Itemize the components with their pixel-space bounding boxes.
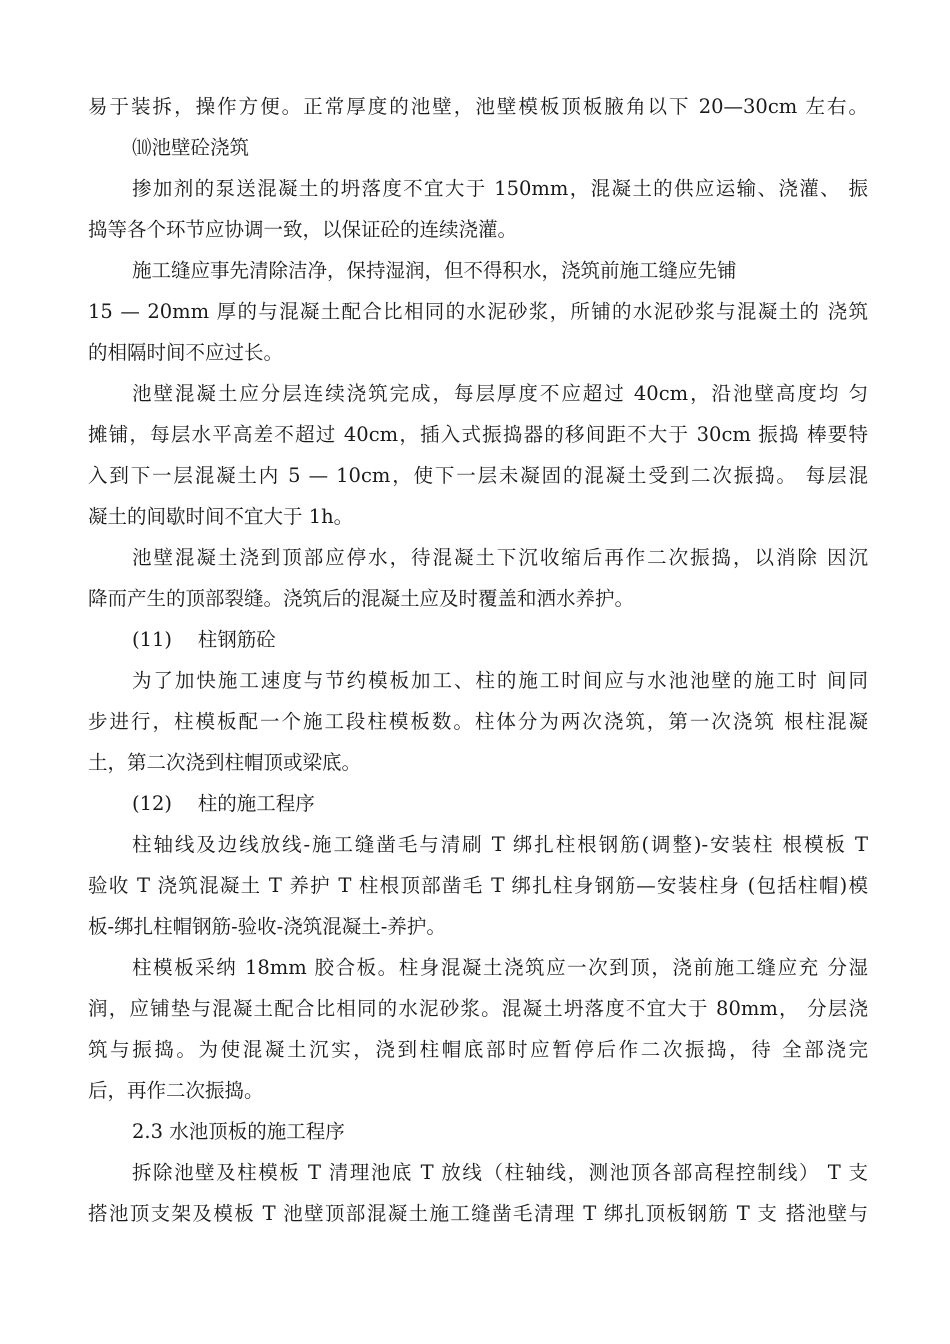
text-line: 掺加剂的泵送混凝土的坍落度不宜大于 150mm，混凝土的供应运输、浇灌、 振	[132, 177, 868, 200]
text-line: 拆除池壁及柱模板 T 清理池底 T 放线（柱轴线，测池顶各部高程控制线） T 支	[132, 1161, 868, 1184]
text-line: 润，应铺垫与混凝土配合比相同的水泥砂浆。混凝土坍落度不宜大于 80mm， 分层浇	[88, 997, 868, 1020]
text-line: 易于装拆，操作方便。正常厚度的池壁，池壁模板顶板腋角以下 20—30cm 左右。	[88, 95, 868, 118]
text-line: 为了加快施工速度与节约模板加工、柱的施工时间应与水池池壁的施工时 间同	[132, 669, 868, 692]
section-heading: (11) 柱钢筋砼	[132, 628, 276, 651]
text-line: 15 — 20mm 厚的与混凝土配合比相同的水泥砂浆，所铺的水泥砂浆与混凝土的 浇筑	[88, 300, 868, 323]
text-line: 降而产生的顶部裂缝。浇筑后的混凝土应及时覆盖和洒水养护。	[88, 587, 635, 610]
text-line: 柱模板采纳 18mm 胶合板。柱身混凝土浇筑应一次到顶，浇前施工缝应充 分湿	[132, 956, 868, 979]
text-line: 板-绑扎柱帽钢筋-验收-浇筑混凝土-养护。	[88, 915, 446, 938]
text-line: 池壁混凝土浇到顶部应停水，待混凝土下沉收缩后再作二次振捣，以消除 因沉	[132, 546, 868, 569]
text-line: 凝土的间歇时间不宜大于 1h。	[88, 505, 354, 528]
text-line: 土，第二次浇到柱帽顶或梁底。	[88, 751, 362, 774]
section-heading: ⑽池壁砼浇筑	[132, 136, 250, 159]
text-line: 池壁混凝土应分层连续浇筑完成，每层厚度不应超过 40cm，沿池壁高度均 匀	[132, 382, 868, 405]
text-line: 后，再作二次振捣。	[88, 1079, 264, 1102]
text-line: 的相隔时间不应过长。	[88, 341, 284, 364]
document-page	[88, 86, 868, 1234]
text-line: 入到下一层混凝土内 5 — 10cm，使下一层未凝固的混凝土受到二次振捣。 每层混	[88, 464, 868, 487]
text-line: 捣等各个环节应协调一致，以保证砼的连续浇灌。	[88, 218, 518, 241]
text-line: 柱轴线及边线放线-施工缝凿毛与清刷 T 绑扎柱根钢筋(调整)-安装柱 根模板 T	[132, 833, 868, 856]
section-heading: (12) 柱的施工程序	[132, 792, 315, 815]
text-line: 搭池顶支架及模板 T 池壁顶部混凝土施工缝凿毛清理 T 绑扎顶板钢筋 T 支 搭池壁与	[88, 1202, 868, 1225]
text-line: 摊铺，每层水平高差不超过 40cm，插入式振捣器的移间距不大于 30cm 振捣 棒要特	[88, 423, 868, 446]
text-line: 施工缝应事先清除洁净，保持湿润，但不得积水，浇筑前施工缝应先铺	[132, 259, 737, 282]
text-line: 步进行，柱模板配一个施工段柱模板数。柱体分为两次浇筑，第一次浇筑 根柱混凝	[88, 710, 868, 733]
text-line: 筑与振捣。为使混凝土沉实，浇到柱帽底部时应暂停后作二次振捣，待 全部浇完	[88, 1038, 868, 1061]
section-heading: 2.3 水池顶板的施工程序	[132, 1120, 345, 1143]
text-line: 验收 T 浇筑混凝土 T 养护 T 柱根顶部凿毛 T 绑扎柱身钢筋—安装柱身 (包括柱帽)模	[88, 874, 868, 897]
